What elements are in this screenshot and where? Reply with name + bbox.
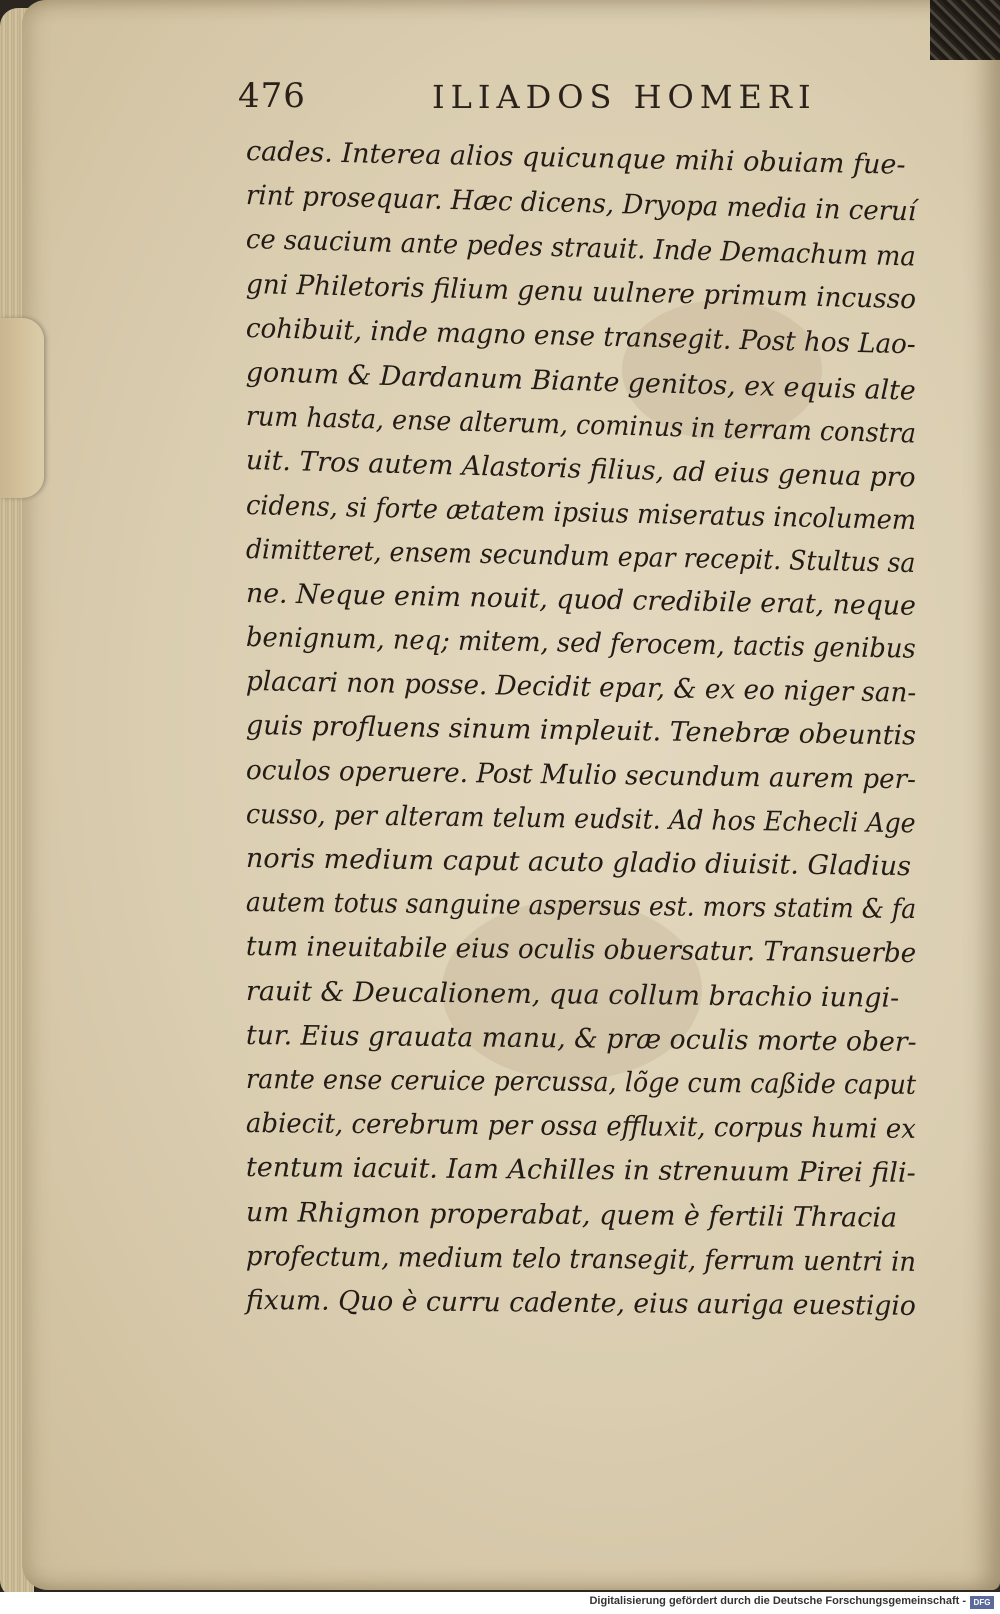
text-line: um Rhigmon properabat, quem è fertili Thracia [245, 1196, 898, 1234]
text-line: oculos operuere. Post Mulio secundum aurem per- [245, 754, 917, 795]
digitization-credit: Digitalisierung gefördert durch die Deutsche Forschungsgemeinschaft - [589, 1595, 966, 1607]
page-tab-marker [0, 318, 44, 498]
page-header [238, 72, 918, 122]
text-line: tentum iacuit. Iam Achilles in strenuum Pirei fili- [245, 1152, 916, 1190]
text-line: rauit & Deucalionem, qua collum brachio iungi- [245, 975, 900, 1014]
body-text [246, 130, 916, 1323]
text-line: profectum, medium telo transegit, ferrum uentri in [245, 1240, 917, 1278]
dfg-logo: DFG [970, 1596, 994, 1609]
text-line: ce saucium ante pedes strauit. Inde Demachum ma [245, 224, 917, 273]
text-line: benignum, neq; mitem, sed ferocem, tactis genibus [245, 622, 916, 665]
text-line: guis profluens sinum impleuit. Tenebræ obeuntis [245, 710, 917, 752]
text-line: fixum. Quo è curru cadente, eius auriga euestigio [245, 1284, 917, 1322]
text-line: rante ense ceruice percussa, lõge cum caßide caput [245, 1063, 917, 1101]
text-line: tum ineuitabile eius oculis obuersatur. Transuerbe [245, 931, 917, 970]
text-line: gni Philetoris filium genu uulnere primum incusso [245, 268, 917, 315]
text-line: cohibuit, inde magno ense transegit. Post hos Lao- [245, 312, 917, 361]
text-line: abiecit, cerebrum per ossa effluxit, corpus humi ex [245, 1108, 916, 1145]
text-line: noris medium caput acuto gladio diuisit. Gladius [245, 843, 912, 883]
text-line: cades. Interea alios quicunque mihi obuiam fue- [245, 136, 906, 181]
text-line: gonum & Dardanum Biante genitos, ex equis alte [245, 356, 917, 407]
text-line: autem totus sanguine aspersus est. mors statim & fa [245, 887, 917, 926]
text-line: cidens, si forte ætatem ipsius miseratus incolumem [245, 489, 917, 536]
text-line: cusso, per alteram telum eudsit. Ad hos Echecli Age [245, 798, 916, 840]
footer-bar [0, 1592, 1000, 1614]
text-line: dimitteret, ensem secundum epar recepit. Stultus sa [245, 533, 916, 579]
running-head: ILIADOS HOMERI [432, 78, 817, 116]
text-line: rum hasta, ense alterum, cominus in terram constra [245, 401, 917, 450]
text-line: tur. Eius grauata manu, & præ oculis morte ober- [245, 1019, 917, 1058]
background-fabric [930, 0, 1000, 60]
text-line: rint prosequar. Hæc dicens, Dryopa media in ceruí [245, 180, 917, 228]
text-line: uit. Tros autem Alastoris filius, ad eius genua pro [245, 445, 917, 494]
text-line: placari non posse. Decidit epar, & ex eo niger san- [245, 666, 917, 709]
page-number: 476 [238, 76, 306, 116]
text-line: ne. Neque enim nouit, quod credibile erat, neque [245, 577, 917, 622]
